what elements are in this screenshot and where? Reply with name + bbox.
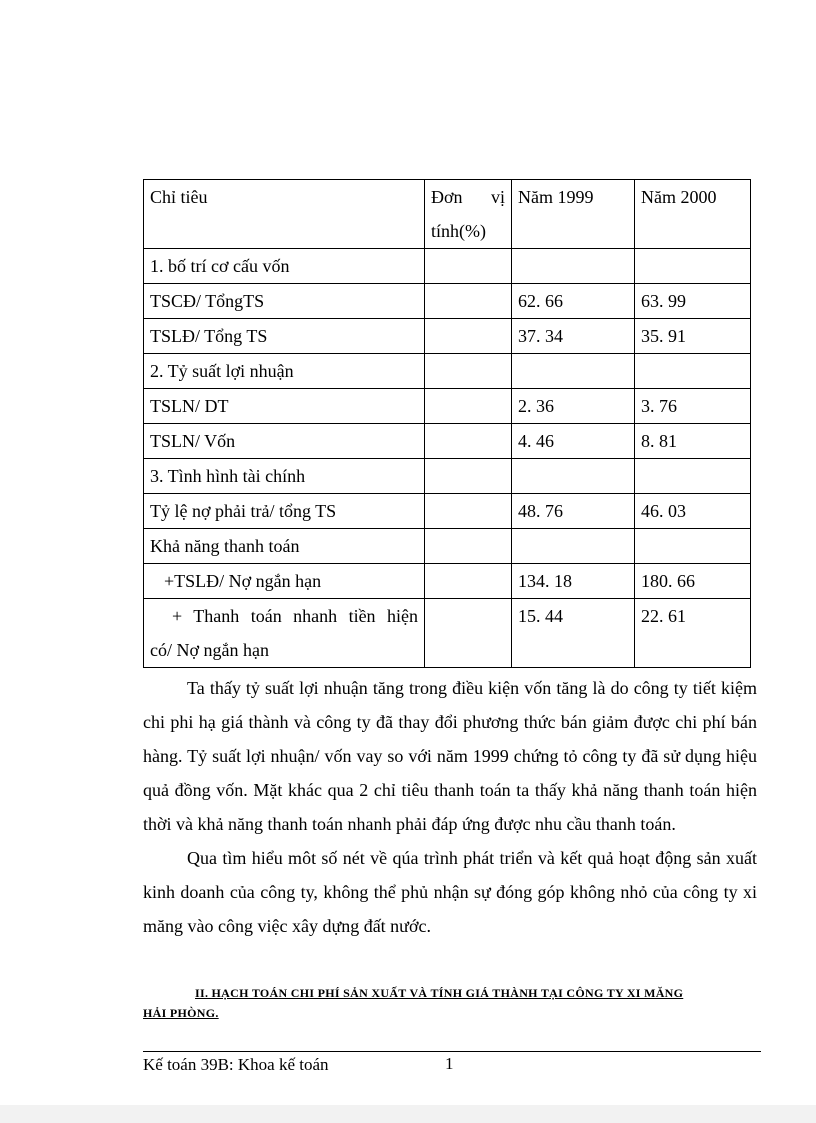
table-row bbox=[144, 389, 751, 424]
row-label-line2: có/ Nợ ngắn hạn bbox=[150, 640, 269, 660]
row-value-1999: 4. 46 bbox=[512, 424, 635, 459]
row-value-2000 bbox=[635, 459, 751, 494]
header-unit-word1: Đơn bbox=[431, 187, 463, 207]
paragraph: Qua tìm hiểu môt số nét về qúa trình phát triển và kết quả hoạt động sản xuất kinh doanh của công ty, không thể phủ nhận sự đóng góp không nhỏ của công ty xi măng vào công việc xây dựng đất nước. bbox=[143, 848, 757, 936]
row-unit bbox=[425, 494, 512, 529]
footer-department: Kế toán 39B: Khoa kế toán bbox=[143, 1055, 329, 1074]
row-label: +TSLĐ/ Nợ ngắn hạn bbox=[144, 564, 425, 599]
header-indicator: Chỉ tiêu bbox=[144, 180, 425, 249]
row-value-2000: 8. 81 bbox=[635, 424, 751, 459]
paragraph: Ta thấy tỷ suất lợi nhuận tăng trong điều kiện vốn tăng là do công ty tiết kiệm chi phi hạ giá thành và công ty đã thay đổi phương thức bán giảm được chi phí bán hàng. Tỷ suất lợi nhuận/ vốn vay so với năm 1999 chứng tỏ công ty đã sử dụng hiệu quả đồng vốn. Mặt khác qua 2 chỉ tiêu thanh toán ta thấy khả năng thanh toán hiện thời và khả năng thanh toán nhanh phải đáp ứng được nhu cầu thanh toán. bbox=[143, 678, 757, 834]
table-row bbox=[144, 494, 751, 529]
row-value-2000 bbox=[635, 354, 751, 389]
row-unit bbox=[425, 564, 512, 599]
row-value-1999 bbox=[512, 354, 635, 389]
row-unit bbox=[425, 529, 512, 564]
table-row bbox=[144, 319, 751, 354]
row-value-1999: 15. 44 bbox=[512, 599, 635, 668]
row-value-2000: 35. 91 bbox=[635, 319, 751, 354]
header-unit-word2: vị bbox=[490, 187, 505, 207]
table-row bbox=[144, 459, 751, 494]
table-row bbox=[144, 529, 751, 564]
table-row bbox=[144, 284, 751, 319]
row-label: Khả năng thanh toán bbox=[144, 529, 425, 564]
table-row bbox=[144, 424, 751, 459]
row-value-2000 bbox=[635, 529, 751, 564]
table-row bbox=[144, 599, 751, 668]
financial-indicators-table bbox=[143, 179, 751, 668]
row-unit bbox=[425, 424, 512, 459]
row-value-2000: 3. 76 bbox=[635, 389, 751, 424]
row-value-1999 bbox=[512, 529, 635, 564]
row-value-2000: 63. 99 bbox=[635, 284, 751, 319]
header-year-1999: Năm 1999 bbox=[512, 180, 635, 249]
row-unit bbox=[425, 389, 512, 424]
header-unit-word3: tính(%) bbox=[431, 221, 486, 241]
row-value-1999: 48. 76 bbox=[512, 494, 635, 529]
row-value-1999: 134. 18 bbox=[512, 564, 635, 599]
row-value-2000 bbox=[635, 249, 751, 284]
row-unit bbox=[425, 284, 512, 319]
row-value-1999 bbox=[512, 249, 635, 284]
header-year-2000: Năm 2000 bbox=[635, 180, 751, 249]
section-heading bbox=[143, 983, 760, 1023]
row-value-1999: 62. 66 bbox=[512, 284, 635, 319]
section-heading-line2: HẢI PHÒNG. bbox=[143, 1006, 219, 1020]
row-label: TSCĐ/ TổngTS bbox=[144, 284, 425, 319]
row-value-2000: 46. 03 bbox=[635, 494, 751, 529]
body-text bbox=[143, 671, 757, 943]
row-label bbox=[144, 599, 425, 668]
row-value-1999 bbox=[512, 459, 635, 494]
row-unit bbox=[425, 599, 512, 668]
row-label: 1. bố trí cơ cấu vốn bbox=[144, 249, 425, 284]
table-row bbox=[144, 564, 751, 599]
table-row bbox=[144, 249, 751, 284]
header-unit bbox=[425, 180, 512, 249]
row-value-1999: 2. 36 bbox=[512, 389, 635, 424]
row-unit bbox=[425, 319, 512, 354]
table-row bbox=[144, 354, 751, 389]
row-label-line1: + Thanh toán nhanh tiền hiện bbox=[172, 606, 418, 626]
row-value-1999: 37. 34 bbox=[512, 319, 635, 354]
row-label: TSLN/ DT bbox=[144, 389, 425, 424]
row-unit bbox=[425, 249, 512, 284]
page-number: 1 bbox=[445, 1054, 454, 1073]
row-label: 2. Tỷ suất lợi nhuận bbox=[144, 354, 425, 389]
row-label: 3. Tình hình tài chính bbox=[144, 459, 425, 494]
row-value-2000: 22. 61 bbox=[635, 599, 751, 668]
page-bottom-band bbox=[0, 1105, 816, 1123]
row-label: TSLN/ Vốn bbox=[144, 424, 425, 459]
row-unit bbox=[425, 459, 512, 494]
row-label: TSLĐ/ Tổng TS bbox=[144, 319, 425, 354]
row-label: Tỷ lệ nợ phải trả/ tổng TS bbox=[144, 494, 425, 529]
table-header-row bbox=[144, 180, 751, 249]
row-unit bbox=[425, 354, 512, 389]
section-heading-line1: II. HẠCH TOÁN CHI PHÍ SẢN XUẤT VÀ TÍNH GIÁ THÀNH TẠI CÔNG TY XI MĂNG bbox=[195, 986, 684, 1000]
row-value-2000: 180. 66 bbox=[635, 564, 751, 599]
footer-divider bbox=[143, 1051, 761, 1052]
